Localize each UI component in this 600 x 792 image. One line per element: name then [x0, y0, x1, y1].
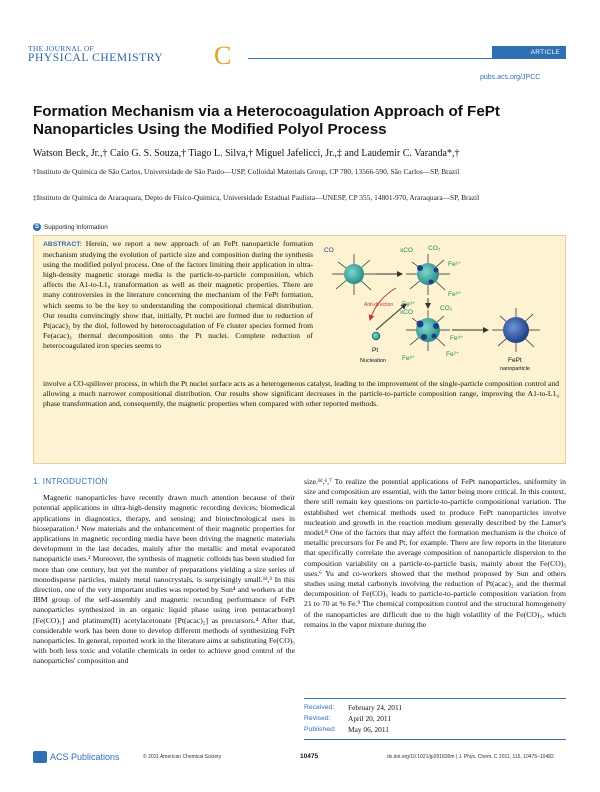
affiliation-1: †Instituto de Química de São Carlos, Universidade de São Paulo—USP, Colloidal Materials Group, CP 780, 13566-590, São Carlos—SP, Brazil	[33, 167, 460, 176]
abstract-text-bottom: involve a CO-spillover process, in which the Pt nuclei surface acts as a heterogeneous catalyst, leading to the improvement of the single-particle composition control and allowing a much narrower compositional distribution. Our results show significant decreases in the particle-to-particle composition range, improving the A1-to-L1₀ phase transformation and, consequently, the magnetic properties when compared with other reported methods.	[43, 379, 559, 409]
label-nanoparticle: nanoparticle	[500, 366, 530, 372]
label-fe3b: Fe³⁺	[402, 301, 416, 308]
revised-row	[304, 713, 566, 724]
received-label: Received:	[304, 704, 335, 711]
intro-paragraph-2: size.¹ᵈ,⁶,⁷ To realize the potential applications of FePt nanoparticles, uniformity in size and composition are essential, with the latter being more critical. In this context, there still remain key questions on particle-to-particle compositional variation. The established wet chemical methods used to produce FePt nanoparticles involve nucleation and growth in the reaction medium generally described by the Lamer's model.⁸ One of the factors that may affect the formation mechanism is the choice of metallic precursors for Fe and Pt, for example. There are few reports in the literature that specifically correlate the average composition of nanoparticle dispersion to the composition variability on a particle-to-particle basis, mainly about the Fe(CO)₅ uses.⁶ Yu and co-workers showed that the method proposed by Sun and others studies using metal carbonyls involving the reduction of Pt(acac)₂ and the thermal decomposition of Fe(CO)₅ leads to particle-to-particle composition variation from 21 to 70 at % Fe.⁹ The chemical composition control and the structural homogeneity of the nanoparticles are difficult due to the high volatility of the Fe(CO)₅, which remains in the vapor mixture during the	[304, 477, 566, 629]
right-column	[304, 477, 566, 630]
publication-dates	[304, 698, 566, 740]
label-co2: CO₂	[428, 245, 441, 252]
affiliation-2: ‡Instituto de Química de Araraquara, Depto de Físico-Química, Universidade Estadual Paulista—UNESP, CP 355, 14801-970, Araraquara—SP, Brazil	[33, 193, 480, 202]
article-title: Formation Mechanism via a Heterocoagulation Approach of FePt Nanoparticles Using the Modified Polyol Process	[33, 103, 500, 138]
label-fe3d: Fe³⁺	[450, 335, 464, 342]
header-rule	[248, 58, 566, 59]
fept-nanoparticle	[492, 308, 540, 352]
abstract-text-top	[43, 239, 313, 351]
toc-graphic	[316, 240, 562, 374]
label-xco2: xCO	[400, 309, 413, 316]
publisher-logo[interactable]	[33, 751, 120, 763]
supporting-info-label: Supporting Information	[44, 223, 108, 231]
received-row	[304, 702, 566, 713]
label-fept: FePt	[508, 357, 522, 364]
acs-logo-icon	[33, 751, 47, 763]
abstract-label: ABSTRACT:	[43, 241, 82, 248]
pt-particle-top	[332, 254, 376, 295]
label-fe2: Fe²⁺	[448, 261, 462, 268]
supporting-info-link[interactable]	[33, 223, 108, 231]
received-date: February 24, 2011	[348, 703, 403, 712]
journal-name-line1: THE JOURNAL OF	[28, 44, 95, 53]
published-label: Published:	[304, 726, 336, 734]
revised-date: April 20, 2011	[348, 714, 392, 724]
page-number: 10475	[300, 753, 319, 760]
revised-label: Revised:	[304, 715, 331, 723]
label-nucleation: Nucleation	[360, 358, 386, 364]
label-fe3: Fe³⁺	[448, 291, 462, 298]
page-footer	[33, 751, 566, 765]
label-anti-direction: Anti-direction	[364, 302, 394, 308]
author-list: Watson Beck, Jr.,† Caio G. S. Souza,† Tiago L. Silva,† Miguel Jafelicci, Jr.,‡ and Laudemir C. Varanda*,†	[33, 148, 460, 159]
label-co: CO	[324, 247, 334, 254]
article-type-badge: ARTICLE	[492, 46, 566, 59]
pt-fe-particle-bottom	[406, 310, 450, 351]
label-fe2b: Fe²⁺	[446, 351, 460, 358]
label-co2b: CO₂	[440, 305, 453, 312]
intro-heading: 1. INTRODUCTION	[33, 477, 108, 486]
copyright: © 2011 American Chemical Society	[143, 754, 222, 760]
pt-nucleus	[372, 332, 380, 340]
journal-letter: C	[214, 41, 232, 70]
journal-url[interactable]: pubs.acs.org/JPCC	[480, 74, 541, 81]
published-row	[304, 724, 566, 735]
abstract-part1: Herein, we report a new approach of an FePt nanoparticle formation mechanism studying the evolution of particle size and composition during the synthesis using the modified polyol process. One of the factors limiting their application in ultra-high-density magnetic storage media is the particle-to-particle composition, which affects the A1-to-L1₀ transformation as well as their magnetic properties. There are many controversies in the literature concerning the mechanism of the FePt formation, which seems to be the key to understanding the compositional chemical distribution. Our results convincingly show that, initially, Pt nuclei are formed due to reduction of Pt(acac)₂ by the diol, followed by heterocoagulation of Fe cluster species formed from Fe(acac)₃ thermal decomposition onto the Pt nuclei. Complete reduction of heterocoagulated iron species seems to	[43, 239, 313, 350]
journal-name-line2: PHYSICAL CHEMISTRY	[28, 52, 164, 64]
left-column	[33, 477, 295, 667]
supporting-info-icon: S	[34, 224, 39, 230]
journal-logo	[28, 41, 248, 70]
published-date: May 06, 2011	[348, 725, 389, 735]
pt-fe-particle-top	[406, 254, 450, 295]
doi-citation[interactable]: dx.doi.org/10.1021/jp201830m | J. Phys. Chem. C 2011, 115, 10475–10482	[387, 754, 554, 760]
label-pt: Pt	[372, 347, 379, 354]
publisher-name: ACS Publications	[50, 752, 120, 762]
label-fe3c: Fe³⁺	[402, 355, 416, 362]
label-xco: xCO	[400, 247, 413, 254]
intro-paragraph-1: Magnetic nanoparticles have recently drawn much attention because of their potential applications in ultra-high-density magnetic recording devices; biomedical applications in diagnostics, therapy, and sensing; and biotechnological uses in bioseparation.¹ New materials and the enhancement of their magnetic properties for applications in magnetic recording media have been driving the magnetic materials development in the last decades, mainly after the metallic and metal evaporated nanoparticle uses.² Moreover, the synthesis of magnetic colloids has been studied for more than one century, but yet the number of preparations yielding a size series of monodisperse particles, mainly metal nanocrystals, is surprisingly small.¹ᵈ,³ In this direction, one of the very important studies was reported by Sun⁴ and workers at the IBM group of the self-assembly and magnetic recording performance of FePt nanoparticles synthesized in an organic liquid phase using iron pentacarbonyl [Fe(CO)₅] and platinum(II) acetylacetonate [Pt(acac)₂] as precursors.⁴ After that, considerable work has been done to develop different methods of synthesizing FePt nanoparticles. In general, reported work in the literature aims at substituting Fe(CO)₅ with both less toxic and volatile chemicals in order to achieve good control of the nanoparticles' composition and	[33, 493, 295, 666]
